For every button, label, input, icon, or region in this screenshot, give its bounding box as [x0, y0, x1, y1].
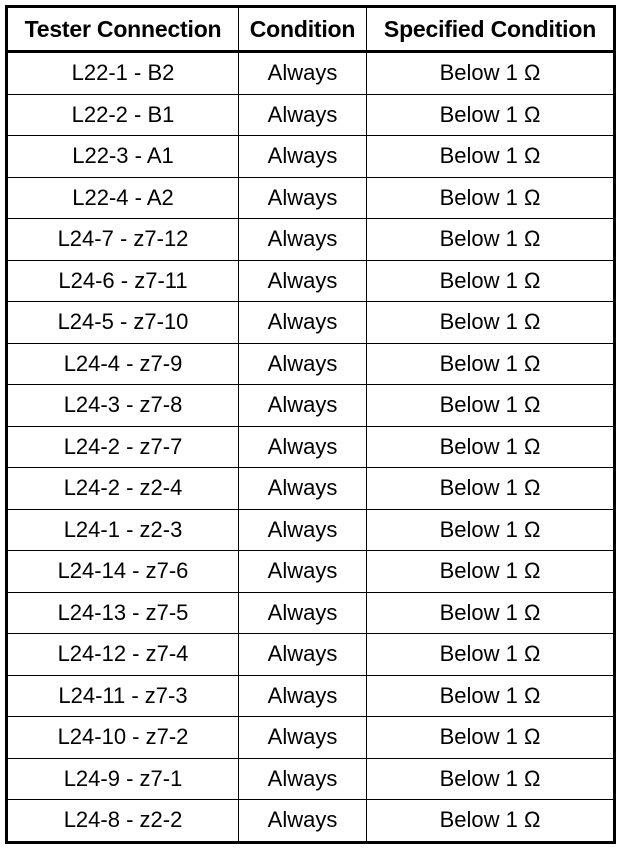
condition-cell: Always [239, 717, 367, 759]
table-row [7, 468, 615, 510]
header-tester-connection: Tester Connection [7, 7, 239, 52]
specified-condition-cell: Below 1 Ω [367, 302, 615, 344]
specified-condition-cell: Below 1 Ω [367, 675, 615, 717]
tester-connection-cell: L24-14 - z7-6 [7, 551, 239, 593]
specified-condition-cell: Below 1 Ω [367, 219, 615, 261]
tester-connection-cell: L24-1 - z2-3 [7, 509, 239, 551]
table-row [7, 94, 615, 136]
condition-cell: Always [239, 94, 367, 136]
specified-condition-cell: Below 1 Ω [367, 136, 615, 178]
tester-connection-cell: L24-10 - z7-2 [7, 717, 239, 759]
table-row [7, 52, 615, 95]
table-row [7, 177, 615, 219]
tester-connection-cell: L24-7 - z7-12 [7, 219, 239, 261]
specified-condition-cell: Below 1 Ω [367, 385, 615, 427]
specified-condition-cell: Below 1 Ω [367, 426, 615, 468]
condition-cell: Always [239, 758, 367, 800]
condition-cell: Always [239, 52, 367, 95]
table-row [7, 675, 615, 717]
tester-connection-cell: L24-2 - z2-4 [7, 468, 239, 510]
header-row [7, 7, 615, 52]
table-body [7, 52, 615, 843]
specified-condition-cell: Below 1 Ω [367, 758, 615, 800]
specified-condition-cell: Below 1 Ω [367, 717, 615, 759]
header-specified-condition: Specified Condition [367, 7, 615, 52]
table-row [7, 634, 615, 676]
condition-cell: Always [239, 136, 367, 178]
table-row [7, 426, 615, 468]
specified-condition-cell: Below 1 Ω [367, 343, 615, 385]
condition-cell: Always [239, 634, 367, 676]
tester-connection-cell: L24-11 - z7-3 [7, 675, 239, 717]
specified-condition-cell: Below 1 Ω [367, 52, 615, 95]
specified-condition-cell: Below 1 Ω [367, 800, 615, 843]
table-row [7, 136, 615, 178]
table-row [7, 302, 615, 344]
condition-cell: Always [239, 260, 367, 302]
tester-connection-cell: L24-6 - z7-11 [7, 260, 239, 302]
condition-cell: Always [239, 675, 367, 717]
condition-cell: Always [239, 385, 367, 427]
tester-connection-cell: L24-4 - z7-9 [7, 343, 239, 385]
specification-table [5, 5, 616, 844]
condition-cell: Always [239, 800, 367, 843]
table-row [7, 385, 615, 427]
condition-cell: Always [239, 302, 367, 344]
header-condition: Condition [239, 7, 367, 52]
condition-cell: Always [239, 177, 367, 219]
condition-cell: Always [239, 551, 367, 593]
condition-cell: Always [239, 343, 367, 385]
table-row [7, 343, 615, 385]
tester-connection-cell: L24-13 - z7-5 [7, 592, 239, 634]
table-row [7, 551, 615, 593]
specified-condition-cell: Below 1 Ω [367, 260, 615, 302]
table-header [7, 7, 615, 52]
table-row [7, 219, 615, 261]
specified-condition-cell: Below 1 Ω [367, 551, 615, 593]
tester-connection-cell: L24-12 - z7-4 [7, 634, 239, 676]
condition-cell: Always [239, 468, 367, 510]
specified-condition-cell: Below 1 Ω [367, 94, 615, 136]
condition-cell: Always [239, 592, 367, 634]
tester-connection-cell: L24-5 - z7-10 [7, 302, 239, 344]
tester-connection-cell: L22-4 - A2 [7, 177, 239, 219]
tester-connection-cell: L22-2 - B1 [7, 94, 239, 136]
condition-cell: Always [239, 219, 367, 261]
specified-condition-cell: Below 1 Ω [367, 634, 615, 676]
condition-cell: Always [239, 426, 367, 468]
specified-condition-cell: Below 1 Ω [367, 468, 615, 510]
table-row [7, 509, 615, 551]
specified-condition-cell: Below 1 Ω [367, 592, 615, 634]
table-row [7, 800, 615, 843]
table-row [7, 717, 615, 759]
condition-cell: Always [239, 509, 367, 551]
table-row [7, 758, 615, 800]
table-row [7, 260, 615, 302]
specified-condition-cell: Below 1 Ω [367, 177, 615, 219]
tester-connection-cell: L24-2 - z7-7 [7, 426, 239, 468]
tester-connection-cell: L22-1 - B2 [7, 52, 239, 95]
tester-connection-cell: L24-9 - z7-1 [7, 758, 239, 800]
tester-connection-cell: L24-8 - z2-2 [7, 800, 239, 843]
tester-connection-cell: L24-3 - z7-8 [7, 385, 239, 427]
specified-condition-cell: Below 1 Ω [367, 509, 615, 551]
table-row [7, 592, 615, 634]
tester-connection-cell: L22-3 - A1 [7, 136, 239, 178]
